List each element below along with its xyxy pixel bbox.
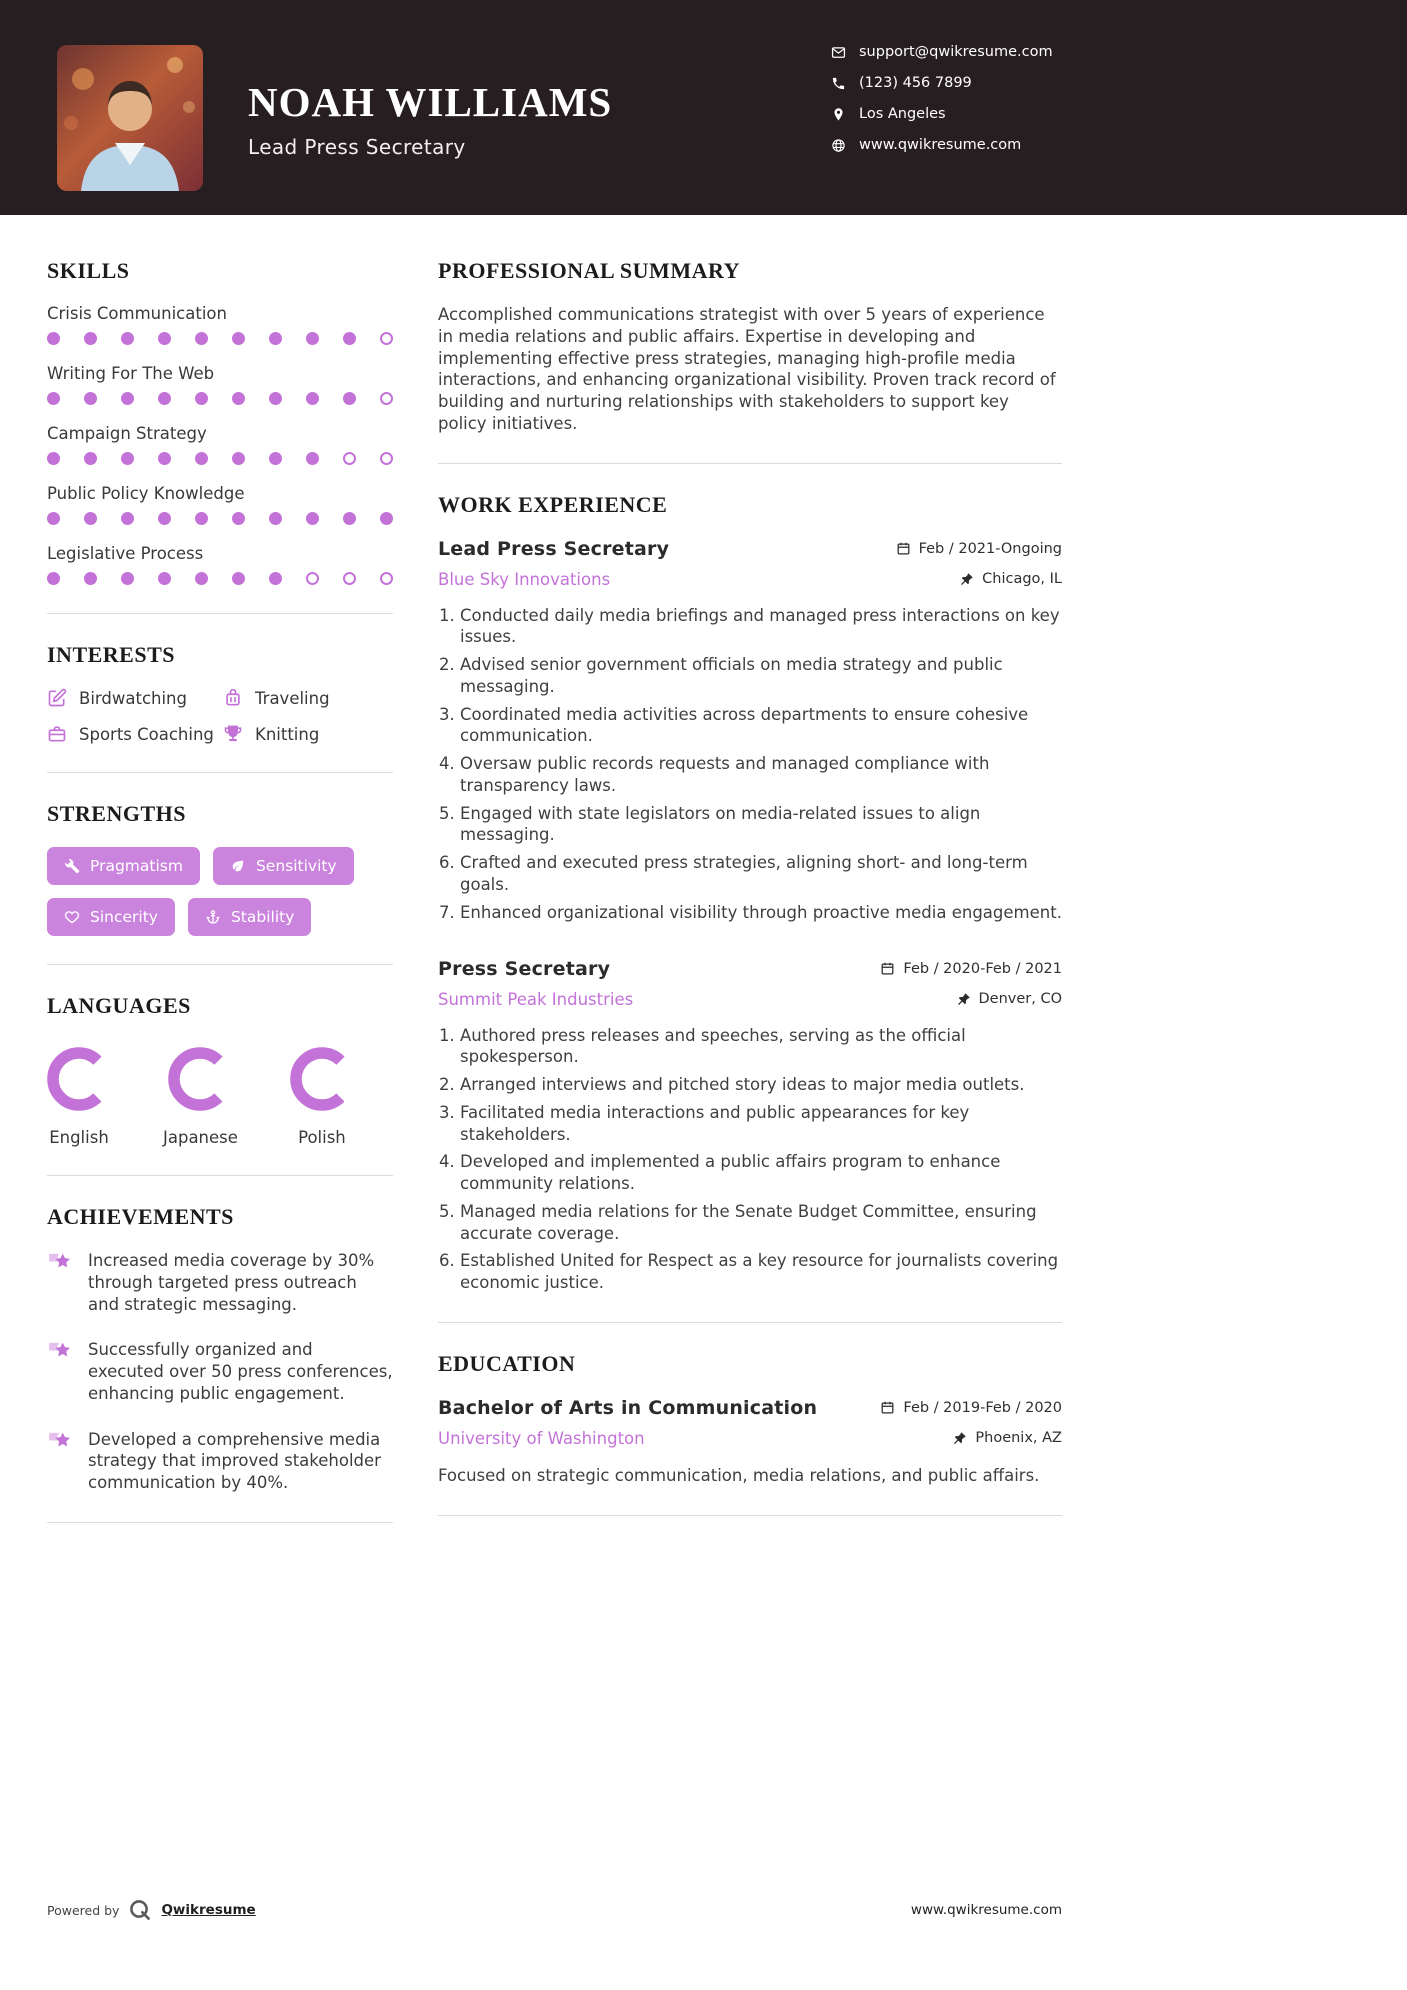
contact-text: (123) 456 7899	[859, 75, 972, 91]
job-dates-text: Feb / 2020-Feb / 2021	[903, 960, 1062, 977]
content-columns	[0, 215, 1407, 1551]
skill-level-dot	[306, 512, 319, 525]
skill-level-dot	[306, 452, 319, 465]
experience-section	[438, 492, 1062, 1294]
divider	[47, 964, 393, 965]
contact-text[interactable]: support@qwikresume.com	[859, 44, 1053, 60]
contact-text: Los Angeles	[859, 106, 946, 122]
qwikresume-logo-icon	[128, 1898, 152, 1922]
skill-level-dot	[84, 512, 97, 525]
skill-level-dot	[232, 572, 245, 585]
skill-level-dots	[47, 392, 393, 405]
divider	[438, 1515, 1062, 1516]
job-bullet-list	[438, 1025, 1062, 1294]
skill-level-dot	[380, 452, 393, 465]
heart-icon	[64, 909, 80, 925]
interests-heading: INTERESTS	[47, 642, 176, 667]
language-item	[163, 1047, 238, 1147]
footer	[47, 1898, 1062, 1922]
skill-level-dot	[380, 512, 393, 525]
education-heading: EDUCATION	[438, 1350, 576, 1376]
language-level-ring	[290, 1047, 354, 1111]
skill-level-dot	[84, 452, 97, 465]
job-dates	[896, 541, 1062, 557]
achievement-text: Developed a comprehensive media strategy that improved stakeholder communication by 40%.	[88, 1429, 381, 1493]
achievement-text: Successfully organized and executed over 50 press conferences, enhancing public engagement.	[88, 1340, 393, 1403]
skill-name: Public Policy Knowledge	[47, 484, 245, 503]
globe-icon	[831, 138, 846, 153]
skill-level-dot	[121, 392, 134, 405]
experience-heading: WORK EXPERIENCE	[438, 491, 668, 517]
job-title: Press Secretary	[438, 957, 611, 980]
strength-label: Stability	[230, 908, 295, 926]
pushpin-icon	[952, 1431, 967, 1446]
trophy-icon	[223, 724, 243, 744]
divider	[47, 613, 393, 614]
interests-grid	[47, 688, 393, 744]
strength-chip	[47, 898, 175, 936]
school-link[interactable]: University of Washington	[438, 1428, 645, 1448]
job-bullet: 2. Arranged interviews and pitched story ideas to major media outlets.	[460, 1074, 1062, 1096]
achievements-list	[47, 1250, 393, 1494]
language-label: Japanese	[163, 1128, 238, 1147]
skill-level-dot	[195, 572, 208, 585]
compose-icon	[47, 688, 67, 708]
job-bullet-list	[438, 605, 1062, 924]
leaf-icon	[230, 858, 246, 874]
skill-level-dots	[47, 572, 393, 585]
skill-level-dot	[380, 332, 393, 345]
strength-chip	[47, 847, 200, 885]
achievement-item	[47, 1250, 393, 1315]
briefcase-icon	[47, 724, 67, 744]
skill-level-dot	[47, 452, 60, 465]
skill-level-dot	[232, 512, 245, 525]
job-company-link[interactable]: Blue Sky Innovations	[438, 569, 611, 589]
skill-level-dot	[306, 332, 319, 345]
luggage-icon	[223, 688, 243, 708]
skill-level-dot	[84, 392, 97, 405]
education-section	[438, 1351, 1062, 1487]
interest-label: Knitting	[255, 724, 320, 744]
header	[0, 0, 1407, 215]
language-label: English	[49, 1128, 109, 1147]
education-location-text: Phoenix, AZ	[975, 1430, 1062, 1447]
divider	[47, 772, 393, 773]
powered-by-block	[47, 1898, 256, 1922]
job-bullet: 6. Established United for Respect as a key resource for journalists covering economic justice.	[460, 1250, 1062, 1294]
interest-label: Sports Coaching	[79, 724, 214, 744]
job-location	[956, 991, 1063, 1007]
skill-name: Writing For The Web	[47, 364, 215, 383]
star-badge-icon	[47, 1338, 73, 1364]
achievement-item	[47, 1429, 393, 1494]
skill-level-dot	[47, 512, 60, 525]
skill-level-dot	[158, 332, 171, 345]
achievement-text: Increased media coverage by 30% through targeted press outreach and strategic messaging.	[88, 1251, 375, 1314]
identity-block	[248, 78, 612, 159]
skill-item	[47, 424, 393, 465]
person-title: Lead Press Secretary	[248, 135, 466, 159]
contact-row	[831, 137, 1053, 153]
skill-level-dot	[269, 572, 282, 585]
skill-level-dot	[380, 392, 393, 405]
interest-item	[223, 724, 393, 744]
skill-level-dots	[47, 512, 393, 525]
brand-link[interactable]: Qwikresume	[161, 1902, 256, 1918]
languages-heading: LANGUAGES	[47, 993, 191, 1018]
envelope-icon	[831, 45, 846, 60]
degree-title: Bachelor of Arts in Communication	[438, 1396, 818, 1419]
strength-label: Sincerity	[90, 908, 158, 926]
job-location-text: Chicago, IL	[982, 571, 1062, 588]
interests-section	[47, 642, 393, 744]
education-location	[952, 1430, 1062, 1446]
skill-item	[47, 484, 393, 525]
job-bullet: 5. Managed media relations for the Senate Budget Committee, ensuring accurate coverage.	[460, 1201, 1062, 1245]
skill-level-dot	[47, 332, 60, 345]
location-icon	[831, 107, 846, 122]
interest-item	[47, 688, 223, 708]
skill-level-dot	[380, 572, 393, 585]
skill-level-dot	[269, 452, 282, 465]
job-bullet: 4. Oversaw public records requests and managed compliance with transparency laws.	[460, 753, 1062, 797]
powered-by-text: Powered by	[47, 1902, 120, 1918]
job-bullet: 1. Authored press releases and speeches, serving as the official spokesperson.	[460, 1025, 1062, 1069]
skill-level-dots	[47, 332, 393, 345]
pin-icon	[956, 992, 971, 1007]
language-level-ring	[47, 1047, 111, 1111]
skill-item	[47, 364, 393, 405]
calendar-icon	[880, 961, 895, 976]
pin-icon	[959, 572, 974, 587]
sidebar	[47, 258, 393, 1551]
job-bullet: 3. Facilitated media interactions and public appearances for key stakeholders.	[460, 1102, 1062, 1146]
skill-level-dot	[195, 392, 208, 405]
skill-level-dot	[158, 452, 171, 465]
job-bullet: 1. Conducted daily media briefings and managed press interactions on key issues.	[460, 605, 1062, 649]
languages-section	[47, 993, 393, 1147]
summary-text: Accomplished communications strategist with over 5 years of experience in media relations and public affairs. Expertise in developing and implementing effective press strategies, managing high-profile media interactions, and enhancing organizational visibility. Proven track record of building and nurturing relationships with stakeholders to support key policy initiatives.	[438, 305, 1056, 433]
skill-name: Legislative Process	[47, 544, 204, 563]
education-dates-text: Feb / 2019-Feb / 2020	[903, 1399, 1062, 1416]
wrench-icon	[64, 858, 80, 874]
job-company-link[interactable]: Summit Peak Industries	[438, 989, 634, 1009]
main-column	[438, 258, 1062, 1551]
skill-level-dot	[121, 452, 134, 465]
skill-level-dots	[47, 452, 393, 465]
language-item	[290, 1047, 354, 1147]
interest-item	[223, 688, 393, 708]
job-bullet: 4. Developed and implemented a public affairs program to enhance community relations.	[460, 1151, 1062, 1195]
skill-level-dot	[84, 332, 97, 345]
skill-level-dot	[269, 332, 282, 345]
interest-label: Birdwatching	[79, 688, 187, 708]
interest-item	[47, 724, 223, 744]
skill-name: Campaign Strategy	[47, 424, 207, 443]
star-badge-icon	[47, 1428, 73, 1454]
skill-level-dot	[47, 392, 60, 405]
language-label: Polish	[298, 1128, 346, 1147]
language-level-ring	[168, 1047, 232, 1111]
calendar-icon	[896, 541, 911, 556]
phone-icon	[831, 76, 846, 91]
footer-website: www.qwikresume.com	[910, 1902, 1062, 1918]
anchor-icon	[205, 909, 221, 925]
skill-item	[47, 304, 393, 345]
jobs-list	[438, 538, 1062, 1294]
summary-section	[438, 258, 1062, 435]
skill-item	[47, 544, 393, 585]
job-dates	[880, 961, 1062, 977]
summary-heading: PROFESSIONAL SUMMARY	[438, 258, 740, 283]
skill-level-dot	[306, 572, 319, 585]
skill-name: Crisis Communication	[47, 304, 227, 323]
skills-list	[47, 304, 393, 585]
person-name: NOAH WILLIAMS	[248, 79, 613, 125]
skill-level-dot	[195, 512, 208, 525]
job-dates-text: Feb / 2021-Ongoing	[918, 540, 1062, 557]
skill-level-dot	[158, 572, 171, 585]
skill-level-dot	[306, 392, 319, 405]
skill-level-dot	[232, 332, 245, 345]
education-note: Focused on strategic communication, media relations, and public affairs.	[438, 1465, 1040, 1485]
skill-level-dot	[158, 392, 171, 405]
skill-level-dot	[343, 512, 356, 525]
contact-row	[831, 75, 1053, 91]
contact-row	[831, 44, 1053, 60]
divider	[438, 1322, 1062, 1323]
contact-text[interactable]: www.qwikresume.com	[859, 137, 1022, 153]
strength-label: Sensitivity	[255, 857, 337, 875]
languages-list	[47, 1039, 393, 1147]
divider	[47, 1522, 393, 1523]
profile-photo	[57, 45, 203, 191]
skill-level-dot	[195, 452, 208, 465]
skills-heading: SKILLS	[47, 258, 130, 283]
divider	[438, 463, 1062, 464]
skill-level-dot	[232, 392, 245, 405]
skill-level-dot	[343, 452, 356, 465]
job-bullet: 5. Engaged with state legislators on media-related issues to align messaging.	[460, 803, 1062, 847]
skill-level-dot	[232, 452, 245, 465]
education-dates	[880, 1400, 1062, 1416]
skill-level-dot	[158, 512, 171, 525]
contact-block	[831, 44, 1053, 153]
job-bullet: 7. Enhanced organizational visibility through proactive media engagement.	[460, 902, 1062, 924]
strengths-heading: STRENGTHS	[47, 801, 186, 826]
achievements-heading: ACHIEVEMENTS	[47, 1204, 234, 1229]
job-entry	[438, 538, 1062, 924]
interest-label: Traveling	[255, 688, 330, 708]
skill-level-dot	[343, 392, 356, 405]
calendar-icon	[880, 1400, 895, 1415]
skill-level-dot	[195, 332, 208, 345]
skill-level-dot	[269, 512, 282, 525]
strength-chip	[188, 898, 311, 936]
strengths-list	[47, 847, 393, 936]
skill-level-dot	[343, 332, 356, 345]
job-bullet: 6. Crafted and executed press strategies, aligning short- and long-term goals.	[460, 852, 1062, 896]
skills-section	[47, 258, 393, 585]
job-bullet: 2. Advised senior government officials on media strategy and public messaging.	[460, 654, 1062, 698]
achievement-item	[47, 1339, 393, 1404]
skill-level-dot	[121, 332, 134, 345]
language-item	[47, 1047, 111, 1147]
contact-row	[831, 106, 1053, 122]
strengths-section	[47, 801, 393, 936]
job-location	[959, 571, 1062, 587]
skill-level-dot	[121, 512, 134, 525]
strength-label: Pragmatism	[90, 857, 183, 875]
skill-level-dot	[269, 392, 282, 405]
skill-level-dot	[84, 572, 97, 585]
job-location-text: Denver, CO	[978, 991, 1062, 1008]
job-bullet: 3. Coordinated media activities across departments to ensure cohesive communication.	[460, 704, 1062, 748]
skill-level-dot	[47, 572, 60, 585]
job-entry	[438, 958, 1062, 1294]
skill-level-dot	[343, 572, 356, 585]
achievements-section	[47, 1204, 393, 1494]
skill-level-dot	[121, 572, 134, 585]
strength-chip	[213, 847, 354, 885]
star-badge-icon	[47, 1249, 73, 1275]
job-title: Lead Press Secretary	[438, 537, 670, 560]
divider	[47, 1175, 393, 1176]
